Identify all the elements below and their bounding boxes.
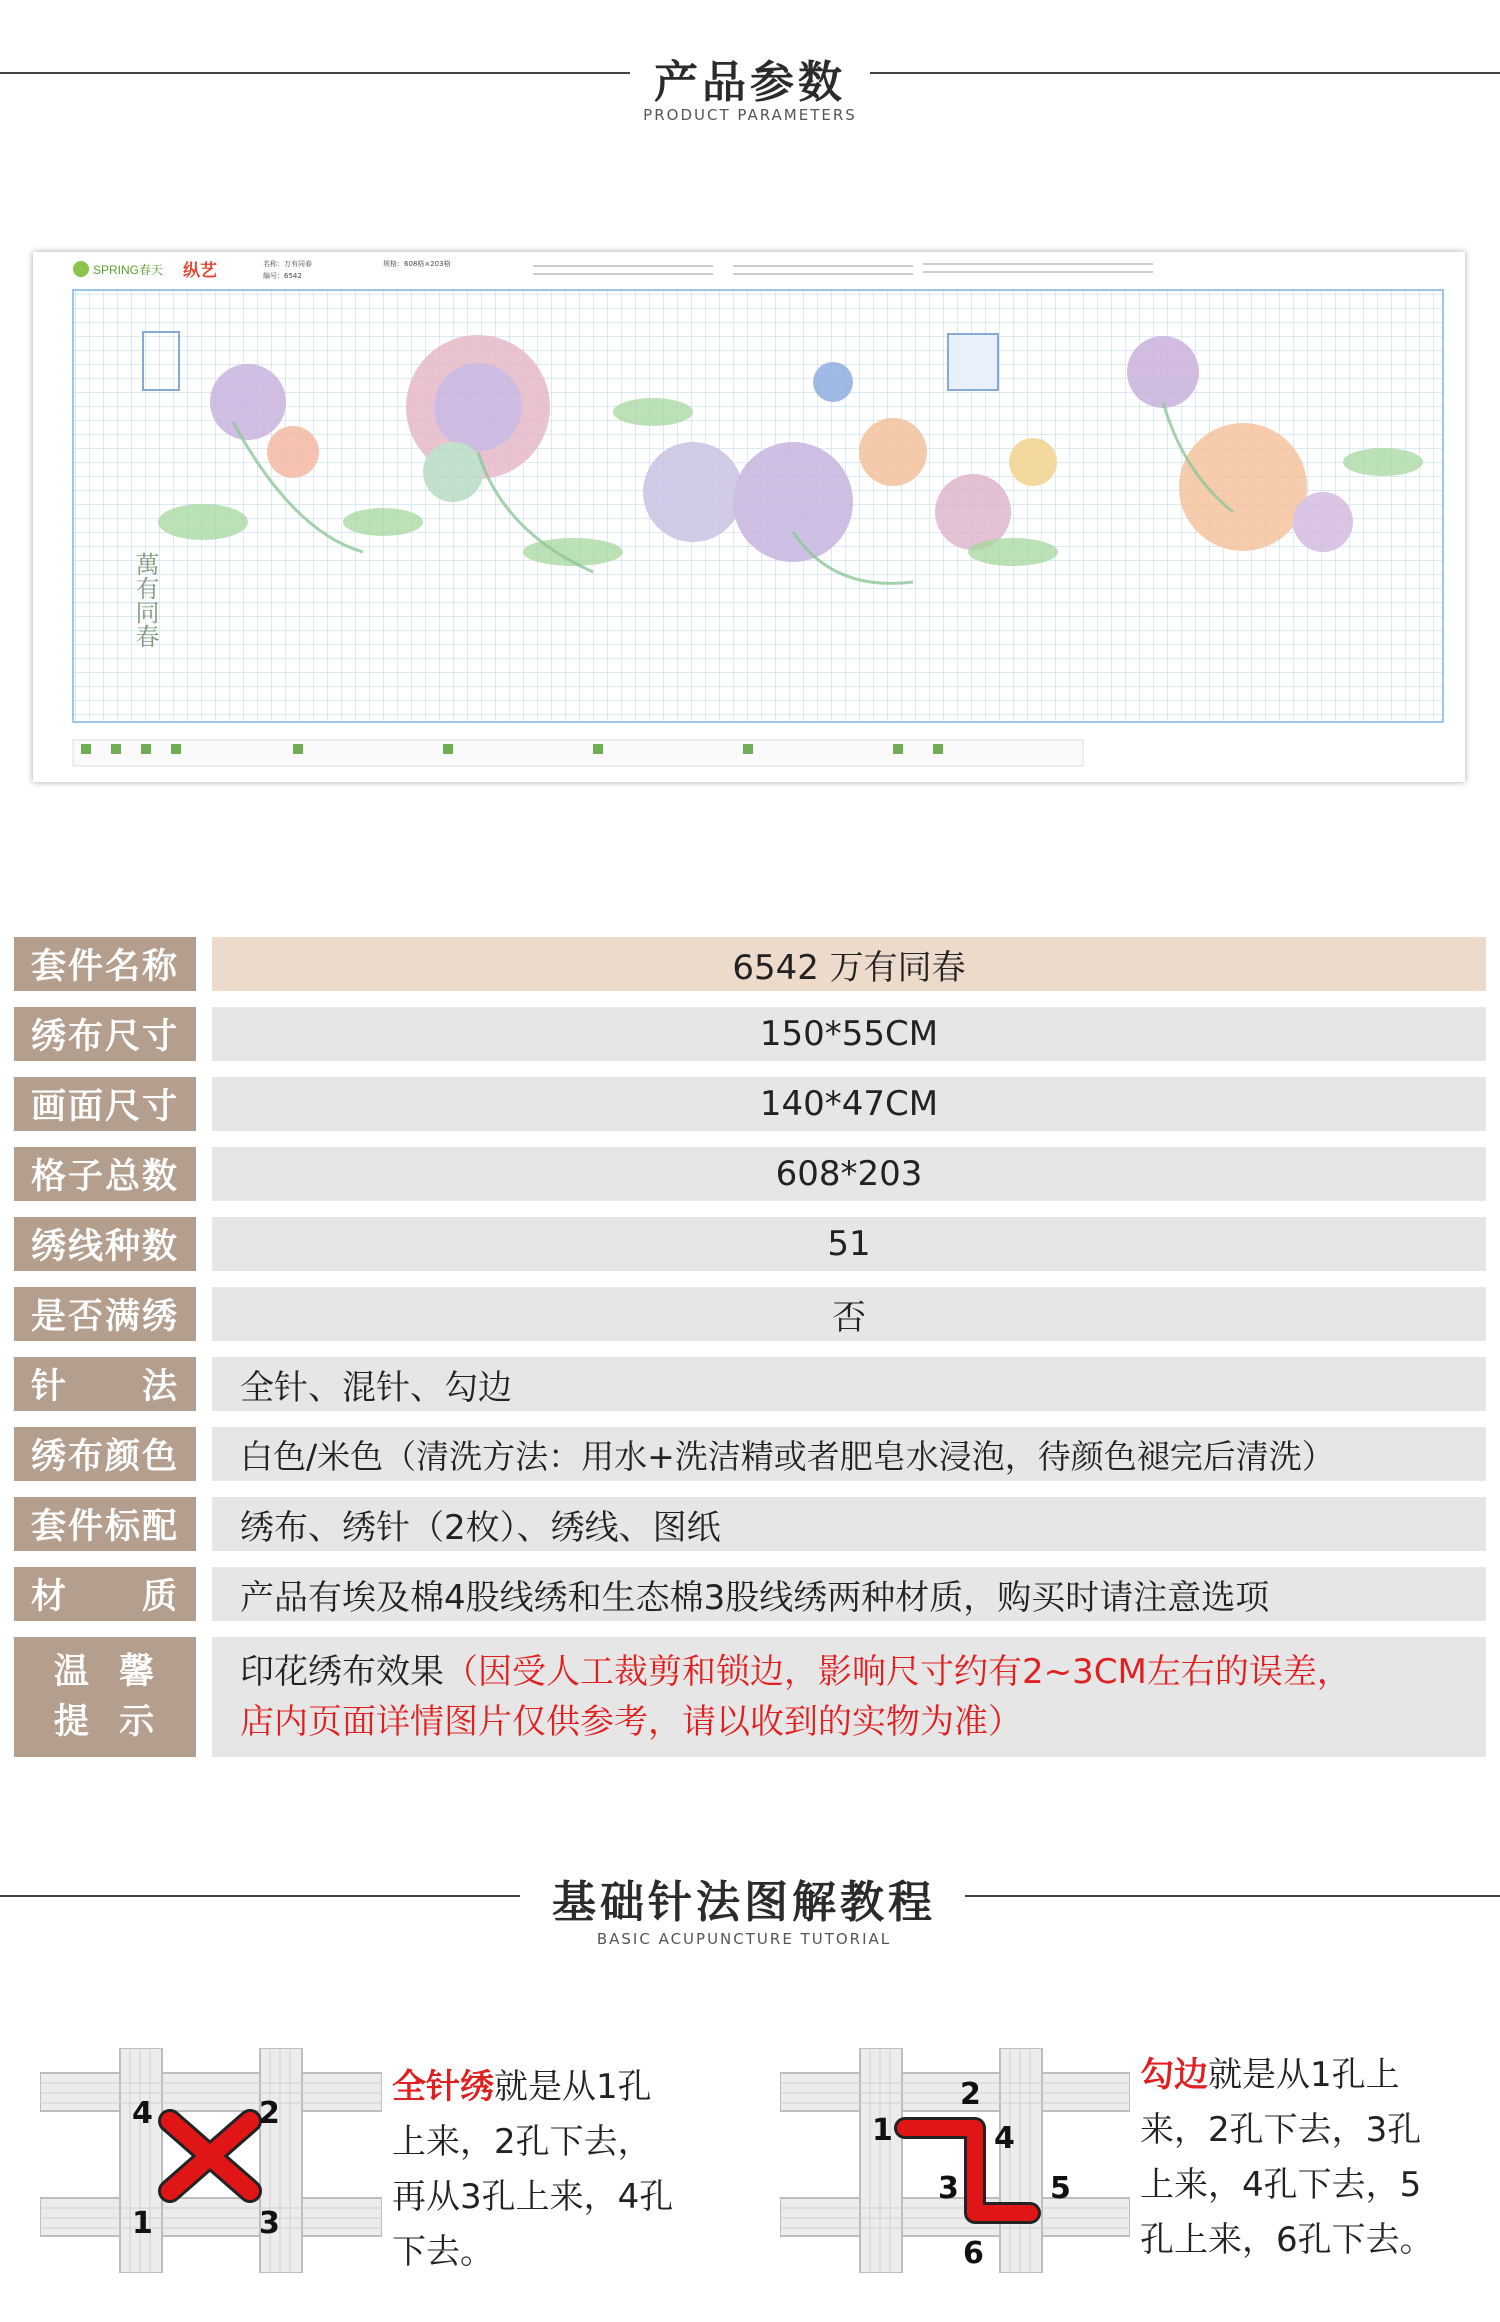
param-row-fabric-color xyxy=(14,1427,1486,1481)
outline-line-3: 上来，4孔下去，5 xyxy=(1140,2165,1422,2205)
param-row-image-size xyxy=(14,1077,1486,1131)
param-row-full-embroidery xyxy=(14,1287,1486,1341)
param-label: 绣线种数 xyxy=(14,1217,196,1271)
vertical-title: 萬有同春 xyxy=(131,552,159,648)
param-row-grid-count xyxy=(14,1147,1486,1201)
param-row-kit-contents xyxy=(14,1497,1486,1551)
param-value: 全针、混针、勾边 xyxy=(212,1357,1486,1411)
section-title: 产品参数 xyxy=(654,57,846,108)
tip-label-line1: 温 馨 xyxy=(53,1652,157,1692)
param-row-kit-name xyxy=(14,937,1486,991)
cross-line-2: 上来，2孔下去， xyxy=(392,2122,652,2162)
param-label: 套件标配 xyxy=(14,1497,196,1551)
param-row-material xyxy=(14,1567,1486,1621)
param-value: 否 xyxy=(212,1287,1486,1341)
section-title: 基础针法图解教程 xyxy=(552,1877,936,1928)
section-subtitle: PRODUCT PARAMETERS xyxy=(643,106,857,124)
cross-line-4: 下去。 xyxy=(392,2232,494,2272)
outline-line-2: 来，2孔下去，3孔 xyxy=(1140,2110,1422,2150)
param-row-thread-count xyxy=(14,1217,1486,1271)
outline-num-3: 3 xyxy=(938,2171,959,2206)
cross-stitch-text xyxy=(392,2060,712,2280)
cross-num-1: 1 xyxy=(132,2206,153,2241)
param-label: 绣布尺寸 xyxy=(14,1007,196,1061)
outline-num-2: 2 xyxy=(960,2077,981,2112)
outline-line-4: 孔上来，6孔下去。 xyxy=(1140,2220,1434,2260)
info-code: 编号：6542 xyxy=(263,272,302,280)
param-value: 白色/米色（清洗方法：用水+洗洁精或者肥皂水浸泡，待颜色褪完后清洗） xyxy=(212,1427,1486,1481)
param-label: 材 质 xyxy=(14,1567,196,1621)
param-label: 针 法 xyxy=(14,1357,196,1411)
param-value: 绣布、绣针（2枚）、绣线、图纸 xyxy=(212,1497,1486,1551)
param-row-fabric-size xyxy=(14,1007,1486,1061)
pattern-sheet-image xyxy=(33,252,1465,782)
param-value: 51 xyxy=(212,1217,1486,1271)
brand-text: SPRING春天 xyxy=(93,263,164,277)
param-value: 150*55CM xyxy=(212,1007,1486,1061)
tip-label-line2: 提 示 xyxy=(53,1702,157,1742)
param-label: 画面尺寸 xyxy=(14,1077,196,1131)
param-row-tip xyxy=(14,1637,1486,1757)
info-name: 名称：万有同春 xyxy=(263,260,312,268)
outline-highlight: 勾边 xyxy=(1140,2055,1208,2095)
outline-num-4: 4 xyxy=(994,2121,1015,2156)
outline-num-5: 5 xyxy=(1050,2171,1071,2206)
tip-text-red1: （因受人工裁剪和锁边，影响尺寸约有2~3CM左右的误差， xyxy=(444,1652,1351,1692)
outline-line-1: 就是从1孔上 xyxy=(1208,2055,1400,2095)
param-value: 6542 万有同春 xyxy=(212,937,1486,991)
param-label: 绣布颜色 xyxy=(14,1427,196,1481)
section-subtitle: BASIC ACUPUNCTURE TUTORIAL xyxy=(596,1930,892,1948)
cross-num-4: 4 xyxy=(132,2096,153,2131)
outline-num-1: 1 xyxy=(872,2113,893,2148)
info-size: 规格：608格×203格 xyxy=(383,260,451,268)
outline-stitch-diagram xyxy=(780,2048,1130,2273)
tip-text-red2: 店内页面详情图片仅供参考，请以收到的实物为准） xyxy=(240,1702,1022,1742)
cross-num-2: 2 xyxy=(259,2096,280,2131)
param-label: 是否满绣 xyxy=(14,1287,196,1341)
section-header-params xyxy=(0,40,1500,130)
outline-num-6: 6 xyxy=(963,2236,984,2271)
cross-line-1: 就是从1孔 xyxy=(494,2067,652,2107)
param-label: 套件名称 xyxy=(14,937,196,991)
tip-text-black: 印花绣布效果 xyxy=(240,1652,444,1692)
cross-line-3: 再从3孔上来，4孔 xyxy=(392,2177,674,2217)
param-label: 格子总数 xyxy=(14,1147,196,1201)
param-value: 140*47CM xyxy=(212,1077,1486,1131)
cross-highlight: 全针绣 xyxy=(392,2067,494,2107)
section-header-tutorial xyxy=(0,1860,1500,1950)
logo-text: 纵艺 xyxy=(183,261,217,281)
outline-stitch-text xyxy=(1140,2048,1480,2268)
param-value xyxy=(212,1637,1486,1757)
param-value: 产品有埃及棉4股线绣和生态棉3股线绣两种材质，购买时请注意选项 xyxy=(212,1567,1486,1621)
cross-num-3: 3 xyxy=(259,2206,280,2241)
param-label xyxy=(14,1637,196,1757)
cross-stitch-diagram xyxy=(40,2048,382,2273)
param-row-stitch xyxy=(14,1357,1486,1411)
param-value: 608*203 xyxy=(212,1147,1486,1201)
